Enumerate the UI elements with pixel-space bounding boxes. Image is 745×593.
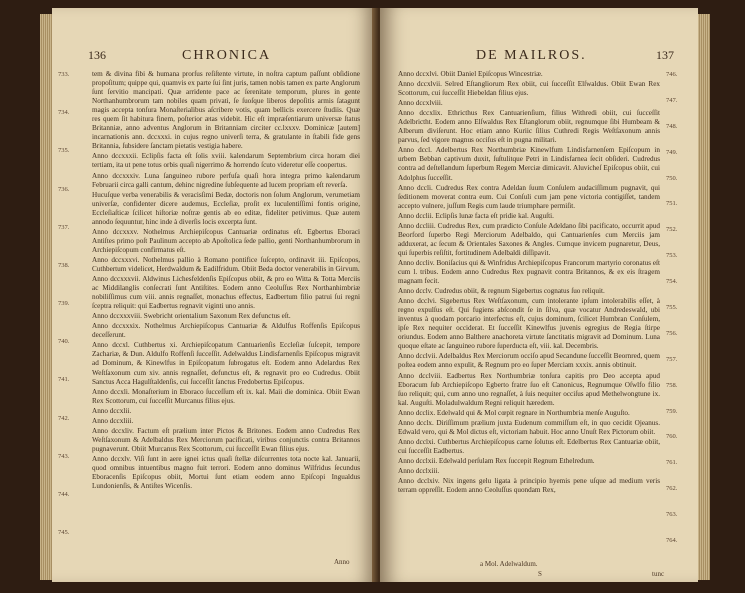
paragraph: Anno dcclix. Edelwald qui & Mol cœpit regnare in Northumbria menſe Auguſto.	[398, 408, 630, 417]
paragraph: Anno dcclx. Diriſſimum prælium juxta Eudenum commiſſum eſt, in quo cecidit Ojeanus. Edwald vero, qui & Mol dictus eſt, victoriam habuit. Hoc anno Unuſt Rex Pictorum obiit.	[398, 418, 660, 436]
paragraph: Anno dccxxxvii. Aldwinus Lichesfeldenſis Epiſcopus obiit, & pro eo Witta & Totta Merciis ac Middilanglis conſecrati ſunt Antiſtites. Eodem anno Ceoluſſus Rex Northanhimbriæ nobiliſſimus cum viii. annis regnaſſet, monachus effectus, Eadbertum filio patrui ſui regni ſceptra reliquit: qui Eadbertus regnavit viginti uno annis.	[92, 275, 360, 311]
left-running-title: CHRONICA	[182, 48, 272, 63]
left-catchword: Anno	[334, 558, 350, 566]
margin-year: 762.	[666, 485, 678, 492]
right-running-title: DE MAILROS.	[476, 48, 587, 63]
paragraph: Anno dccxxxvi. Nothelmus pallio à Romano pontifice ſuſcepto, ordinavit iii. Epiſcopos, Cuthbertum videlicet, Herdwaldum & Eadilfridum. Obiit Beda doctor venerabilis in Girvum.	[92, 255, 360, 273]
margin-year: 752.	[666, 226, 678, 233]
paragraph: Anno dccliii. Cudredus Rex, cum prædicto Conſule Adeldano ſibi pacificato, occurrit apud Beorford ſuperbo Regi Merciorum Adelbaldo, qui Cantuarienſes cum Merciis jam adduxerat, ac ſecum & Orientales Saxones & Angles. Cumque invicem pugnaretur, Deus, qui ſuperbis reſiſtit, fortitudinem Adelbaldi diſſipavit.	[398, 221, 660, 257]
margin-year: 745.	[58, 529, 70, 536]
paragraph: Anno dcclvi. Sigebertus Rex Weſtſaxonum, cum intolerante ipſum intolerabilis eſſet, à regno expulſus eſt. Qui fugiens abſcondit ſe in ſilva, quæ vocatur Andredeswald, ubi inventus à quodam porcario interfectus eſt, cujus dominum, ſcilicet Humbran Conſulem, ipſe Rex nequiter occiderat. Et ſucceſſit Kinewlfus juvenis egregius de Regia ſtirpe oriundus. Eodem anno Balthere anachoreta virtute ſanctitatis migravit ad Dominum. Luna quoque eſtate ac ſanguineo rubore ſuperducta eſt, viii. kal. Decembris.	[398, 297, 660, 351]
margin-year: 740.	[58, 338, 70, 345]
paragraph: Anno dccxxxix. Nothelmus Archiepiſcopus Cantuariæ & Aldulfus Roffenſis Epiſcopus deceſſerunt.	[92, 322, 360, 340]
right-page	[380, 8, 698, 582]
margin-year: 760.	[666, 433, 678, 440]
paragraph: Anno dccxlvi. Obiit Daniel Epiſcopus Wincestriæ.	[398, 70, 543, 78]
paragraph: Anno dccxxxv. Nothelmus Archiepiſcopus Cantuariæ ordinatus eſt. Egbertus Eboraci Antiſtes primo poſt Paulinum accepto ab Apoſtolica ſede pallio, genti Northanhumbrorum in Archiepiſcopum confirmatus eſt.	[92, 227, 360, 254]
paragraph: Anno dccxxxiv. Luna ſanguineo rubore perfuſa quaſi hora integra primo kalendarum Februarii circa galli cantum, dehinc nigredine ſubſequente ad lucem propriam eſt reverſa.	[92, 171, 360, 189]
margin-year: 753.	[666, 252, 678, 259]
right-page-edges	[698, 14, 710, 580]
margin-year: 741.	[58, 376, 70, 383]
paragraph: Anno dccxli. Monaſterium in Eboraco ſucceſſum eſt ix. kal. Maii die dominica. Obiit Ewan Rex Scottorum, cui ſucceſſit Murcanus filius ejus.	[92, 387, 360, 405]
margin-year: 764.	[666, 537, 678, 544]
paragraph: Anno dccxxxii. Eclipſis facta eſt ſolis xviii. kalendarum Septembrium circa horam diei tertiam, ita ut pene totus orbis quaſi nigerrimo & horrendo ſcuto videretur eſſe coopertus.	[92, 152, 360, 170]
paragraph: Anno dcclv. Cudredus obiit, & regnum Sigebertus cognatus ſuo reliquit.	[398, 287, 605, 296]
margin-year: 748.	[666, 123, 678, 130]
margin-year: 755.	[666, 304, 678, 311]
paragraph: Anno dcclxi. Cuthbertus Archiepiſcopus carne ſolutus eſt. Edelbertus Rex Cantuariæ obiit, cui ſucceſſit Eadbertus.	[398, 437, 660, 455]
left-page-edges	[40, 14, 52, 580]
margin-year: 754.	[666, 278, 678, 285]
paragraph: Anno dccxliii.	[92, 416, 134, 425]
margin-year: 735.	[58, 147, 70, 154]
paragraph: Anno dcclvii. Adelbaldus Rex Merciorum occiſo apud Secandune ſucceſſit Beornred, quem poſtea eodem anno expulit, & Regnum pro eo ſuper Merciam xxxix. annis obtinuit.	[398, 352, 660, 370]
right-catchword: tunc	[652, 570, 665, 578]
margin-year: 747.	[666, 97, 678, 104]
paragraph: Anno dccliv. Boniſacius qui & Winfridus Archiepiſcopus Francorum martyrio coronatus eſt cum l. tribus. Eodem anno Cudredus Rex pugnavit contra Britannos, & ex eis ſtragem magnam fecit.	[398, 258, 661, 286]
paragraph: Anno dccxlvii. Selred Eſtangliorum Rex obiit, cui ſucceſſit Elſwaldus. Obiit Ewan Rex Scottorum, cui ſucceſſit Hiebeldan filius ejus.	[398, 80, 660, 98]
right-body-text	[398, 70, 660, 548]
margin-year: 744.	[58, 491, 70, 498]
paragraph: Anno dcclxiii.	[398, 466, 440, 475]
margin-year: 761.	[666, 459, 678, 466]
paragraph: Anno dcclxii. Edelwald perſulam Rex ſuccepit Regnum Ethelredum.	[398, 456, 595, 465]
paragraph: Anno dccl. Adelbertus Rex Northumbriæ Kinewlfum Lindisfarnenſem Epiſcopum in urbem Bebban captivum duxit, ſuſtulitque Petri in Lindisfarnea ſecit obſideri. Cudredus contra ad deſtellandum ſuperbum Regem Merciæ dimicavit. Aluvicheſ Epiſcopus obiit, cui Adolphus ſucceſſit.	[398, 146, 660, 182]
right-page-number: 137	[656, 48, 674, 62]
margin-year: 742.	[58, 415, 70, 422]
left-page	[52, 8, 376, 582]
left-margin-years	[58, 70, 94, 540]
left-body-text	[92, 70, 360, 540]
margin-year: 750.	[666, 175, 678, 182]
paragraph: Anno dcclviii. Eadbertus Rex Northumbriæ tonſura capitis pro Deo accepta apud Eboracum ſub Archiepiſcopo Egberto fratre ſuo eſt Canonicus, Regnumque Oſwlfo filio ſuo reliquit; qui, cum anno uno regnaſſet, à ſuis nequiter occiſus apud Methelwongtune ix. kal. Auguſti. Moladulwaldum Regni reliquit hæredem.	[398, 371, 660, 407]
paragraph: Anno dccxliv. Factum eſt prælium inter Pictos & Britones. Eodem anno Cudredus Rex Weſtſaxonum & Adelbaldus Rex Merciorum pacificati, viribus conjunctis contra Britannos pugnaverunt. Obiit Murcanus Rex Scottorum, cui ſucceſſit Ewan filius ejus.	[92, 426, 360, 453]
paragraph: Anno dcclii. Eclipſis lunæ facta eſt pridie kal. Auguſti.	[398, 211, 554, 220]
paragraph: Hucuſque verba venerabilis & veracisſimi Bedæ, doctoris non ſolum Anglorum, verumetiam univerſæ, confidenter dicere audemus, Eccleſiæ, proſit ex luculentiſſimi fontis origine, Eccleſiaſticæ ſcilicet hiſtoriæ noſtræ gentis ab eo editæ, fideliter petivimus. Quæ autem annodo ſequuntur, hinc inde à diverſis locis excerpta ſunt.	[92, 190, 360, 226]
margin-year: 757.	[666, 356, 678, 363]
paragraph: Anno dcclxiv. Nix ingens gelu ligata à principio hyemis pene uſque ad medium veris terram oppreſſit. Eodem anno Ceoluſſus quondam Rex,	[398, 477, 660, 495]
right-footnote: a Mol. Adelwaldum.	[480, 560, 538, 568]
margin-year: 751.	[666, 200, 678, 207]
paragraph: Anno dccxlix. Ethricthus Rex Cantuarienſium, filius Withredi obiit, cui ſucceſſit Adelbrictht. Eodem anno Elſwaldus Rex Eſtanglorum obiit, regnumque ſibi Humbeam & Alberum diviſerunt. Hoc etiam anno Kuriic ſilius Cuthredi Regis Weſtſaxonum annis parvus, ſed vigore magnus occiſus eſt in pugna militari.	[398, 109, 660, 145]
margin-year: 756.	[666, 330, 678, 337]
margin-year: 759.	[666, 408, 678, 415]
margin-year: 739.	[58, 300, 70, 307]
paragraph: Anno dccxlv. Viſi ſunt in aere ignei ictus quaſi ſtellæ diſcurrentes tota nocte kal. Januarii, quod omnibus intuentibus magno fuit terrori. Eodem anno dominus Wilfridus ſecundus Eboracenſis Epiſcopus obiit, Mortui ſunt etiam eodem anno Epiſcopi Ingualdus Lundonienſis, & Antiſtes Wicenſis.	[92, 454, 360, 491]
margin-year: 733.	[58, 71, 70, 78]
right-margin-years	[666, 70, 696, 548]
paragraph: tem & divina fibi & humana prorſus reſiſtente virtute, in noſtra captum paſſunt obſidione propoſitum; quippe qui, quamvis ex parte ſui ſint juris, tamen nobis tamen ex parte Anglorum ſunt ſervitio mancipati. Quæ arridente pace ac ſerenitate temporum, plures in gente Northanhumbrorum tam nobiles quam privati, ſe ſuoſque liberos depoſitis armis ſatagunt magis accepta tonſura Monaſterialibus aſcribere votis, quam bellicis exercere ſtudiis. Quæ res quem ſit habitura finem, poſterior ætas videbit. Hic eſt impræſentiarum universæ ſtatus Britanniæ, anno adventus Anglorum in Britanniam circiter cc.lxxxv. Dominicæ [autem] incarnationis ann. dccxxxi. in cujus regno univerſi terra, & gratulante in ſtabili fide gens Britannia, ſubsidere ſanctam pietatis vestigia habere.	[92, 70, 360, 151]
margin-year: 749.	[666, 149, 678, 156]
margin-year: 737.	[58, 224, 70, 231]
margin-year: 734.	[58, 109, 70, 116]
margin-year: 738.	[58, 262, 70, 269]
paragraph: Anno dccxlii.	[92, 406, 132, 415]
right-signature-mark: S	[538, 570, 542, 578]
margin-year: 743.	[58, 453, 70, 460]
paragraph: Anno dccxl. Cuthbertus xi. Archiepiſcopatum Cantuarienſis Eccleſiæ ſuſcepit, tempore Zachariæ, & Dun. Aldulfo Roffenſi ſucceſſit. Adelwaldus Lindisfarnenſis Epiſcopus migravit ad Dominum, & Kinewlfus in Epiſcopatum ſubrogatus eſt. Eodem anno Adelardus Rex Weſtſaxonum cum xiv. annis regnaſſet, defunctus eſt, & regnavit pro eo Cudredus. Obiit Sanctus Acca Hagulſtaldenſis, cui ſucceſſit ſanctus Fredobertus Epiſcopus.	[92, 341, 360, 386]
margin-year: 736.	[58, 186, 70, 193]
margin-year: 763.	[666, 511, 678, 518]
paragraph: Anno dccxlviii.	[398, 99, 443, 108]
paragraph: Anno dccxxxviii. Swebricht orientalium Saxonum Rex defunctus eſt.	[92, 312, 291, 321]
margin-year: 746.	[666, 71, 678, 78]
paragraph: Anno dccli. Cudredus Rex contra Adeldan ſuum Conſulem audaciſſimum pugnavit, qui ſeditionem moverat contra eum. Cui Conſuli cum jam pene victoria contigiſſet, tandem accepto vulnere, juſſum Regis cum laude triumphare permiſit.	[398, 183, 660, 210]
left-page-number: 136	[88, 48, 106, 62]
margin-year: 758.	[666, 382, 678, 389]
